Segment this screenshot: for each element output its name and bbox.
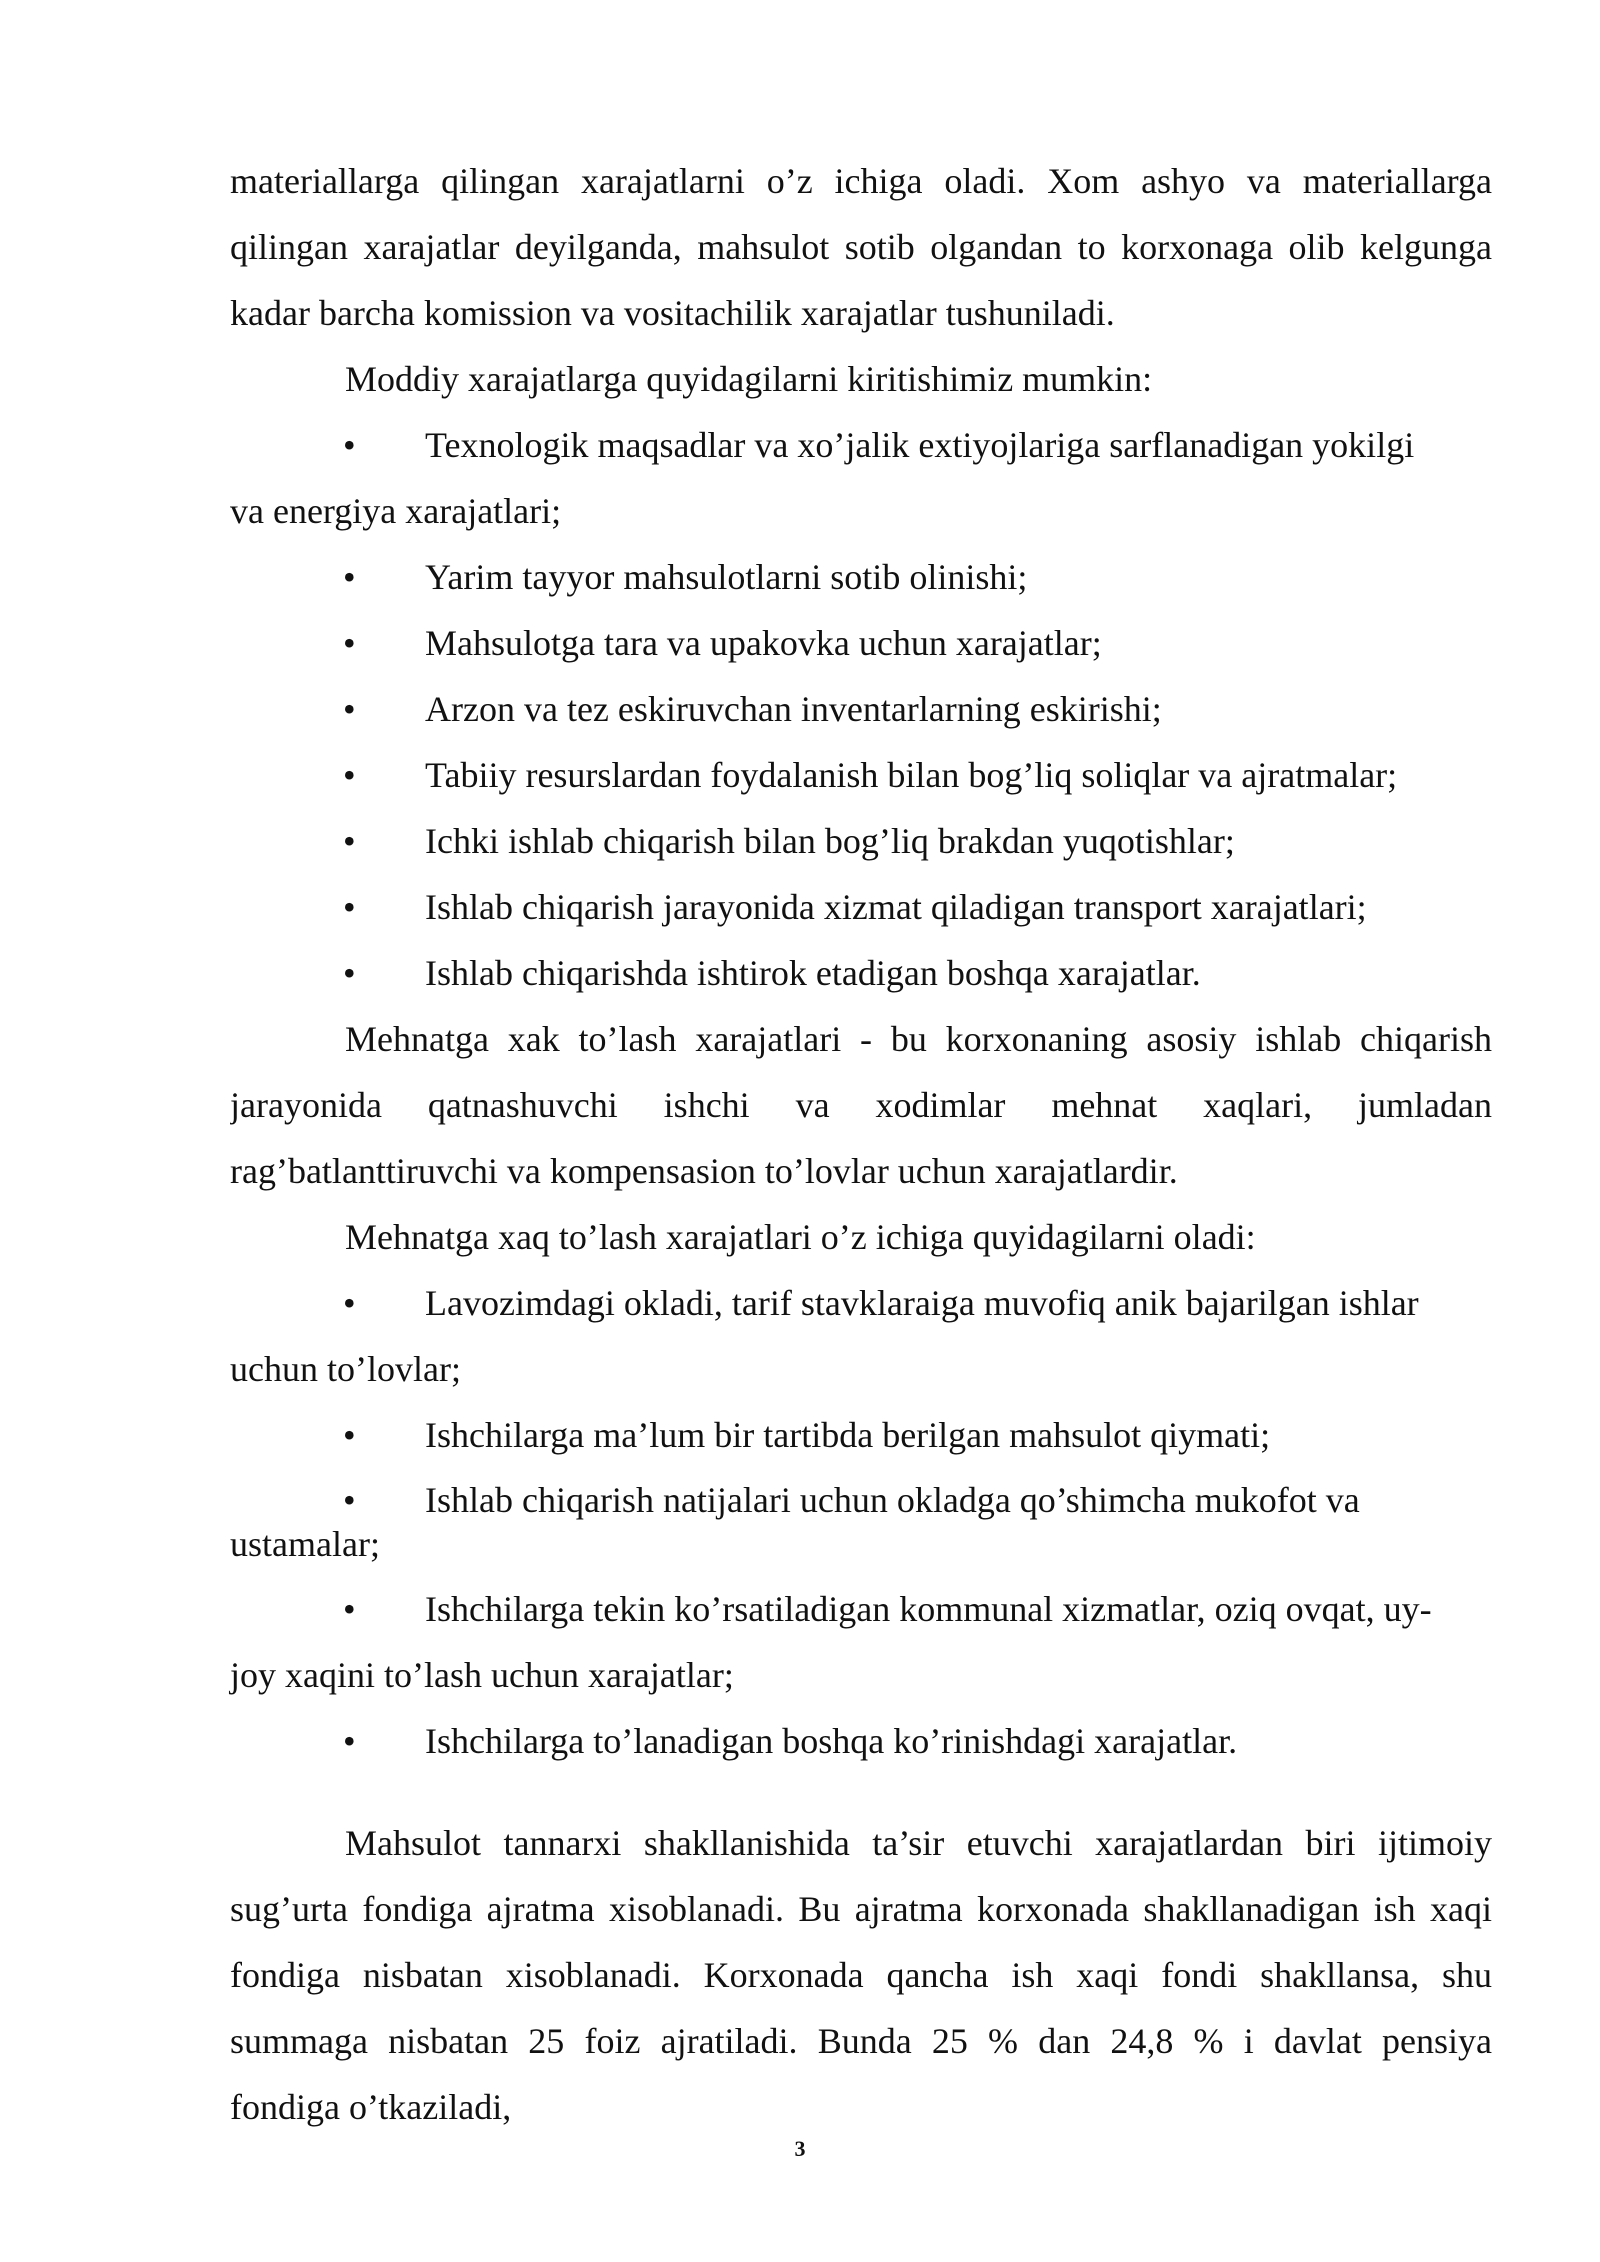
list-item-text: Ishlab chiqarishda ishtirok etadigan boshqa xarajatlar. [425,953,1201,993]
list-item [230,1478,1492,1522]
bullet-icon: • [343,623,356,663]
text-line: summaga nisbatan 25 foiz ajratiladi. Bunda 25 % dan 24,8 % i davlat pensiya [230,2021,1492,2061]
list-item [230,412,1492,478]
list-item-text: Ishchilarga ma’lum bir tartibda berilgan mahsulot qiymati; [425,1415,1271,1455]
list-1-intro: Moddiy xarajatlarga quyidagilarni kiritishimiz mumkin: [345,359,1153,399]
list-item [230,544,1492,610]
list-item-text: Ishlab chiqarish jarayonida xizmat qiladigan transport xarajatlari; [425,887,1367,927]
text-line: jarayonida qatnashuvchi ishchi va xodimlar mehnat xaqlari, jumladan [230,1085,1492,1125]
list-item [230,1402,1492,1468]
text-line: qilingan xarajatlar deyilganda, mahsulot sotib olgandan to korxonaga olib kelgunga [230,227,1492,267]
bullet-icon: • [343,821,356,861]
text-line: fondiga nisbatan xisoblanadi. Korxonada qancha ish xaqi fondi shakllansa, shu [230,1955,1492,1995]
text-line: sug’urta fondiga ajratma xisoblanadi. Bu ajratma korxonada shakllanadigan ish xaqi [230,1889,1492,1929]
list-item [230,1576,1492,1642]
paragraph-3 [230,1006,1492,1204]
paragraph-5 [230,1810,1492,2140]
list-2 [230,1270,1492,1774]
paragraph-1 [230,148,1492,346]
text-line: rag’batlanttiruvchi va kompensasion to’lovlar uchun xarajatlardir. [230,1151,1178,1191]
bullet-icon: • [343,887,356,927]
bullet-icon: • [343,1589,356,1629]
list-item-text: Mahsulotga tara va upakovka uchun xarajatlar; [425,623,1102,663]
text-line: materiallarga qilingan xarajatlarni o’z ichiga oladi. Xom ashyo va materiallarga [230,161,1492,201]
list-item [230,1708,1492,1774]
list-item [230,1270,1492,1336]
list-item-continuation: joy xaqini to’lash uchun xarajatlar; [230,1655,734,1695]
list-2-intro: Mehnatga xaq to’lash xarajatlari o’z ichiga quyidagilarni oladi: [345,1217,1256,1257]
bullet-icon: • [343,755,356,795]
bullet-icon: • [343,689,356,729]
bullet-icon: • [343,1480,356,1520]
list-item-continuation: ustamalar; [230,1524,380,1564]
document-page [230,148,1492,2140]
list-item-text: Yarim tayyor mahsulotlarni sotib olinishi; [425,557,1028,597]
list-item-continuation: va energiya xarajatlari; [230,491,562,531]
bullet-icon: • [343,425,356,465]
list-item [230,940,1492,1006]
bullet-icon: • [343,953,356,993]
text-line: Mehnatga xak to’lash xarajatlari - bu korxonaning asosiy ishlab chiqarish [345,1019,1492,1059]
text-line: fondiga o’tkaziladi, [230,2087,512,2127]
list-item-text: Ishlab chiqarish natijalari uchun okladga qo’shimcha mukofot va [425,1480,1360,1520]
list-item-text: Ishchilarga to’lanadigan boshqa ko’rinishdagi xarajatlar. [425,1721,1238,1761]
paragraph-gap [230,1774,1492,1810]
text-line: kadar barcha komission va vositachilik xarajatlar tushuniladi. [230,293,1115,333]
list-item-continuation: uchun to’lovlar; [230,1349,461,1389]
bullet-icon: • [343,1283,356,1323]
list-item-text: Arzon va tez eskiruvchan inventarlarning eskirishi; [425,689,1162,729]
list-item [230,808,1492,874]
list-item-text: Texnologik maqsadlar va xo’jalik extiyojlariga sarflanadigan yokilgi [425,425,1415,465]
list-item-text: Tabiiy resurslardan foydalanish bilan bog’liq soliqlar va ajratmalar; [425,755,1398,795]
bullet-icon: • [343,1415,356,1455]
list-item [230,742,1492,808]
list-item-text: Ishchilarga tekin ko’rsatiladigan kommunal xizmatlar, oziq ovqat, uy- [425,1589,1432,1629]
list-item [230,610,1492,676]
list-item [230,874,1492,940]
list-item-text: Ichki ishlab chiqarish bilan bog’liq brakdan yuqotishlar; [425,821,1235,861]
list-item [230,676,1492,742]
list-item-text: Lavozimdagi okladi, tarif stavklaraiga muvofiq anik bajarilgan ishlar [425,1283,1419,1323]
text-line: Mahsulot tannarxi shakllanishida ta’sir etuvchi xarajatlardan biri ijtimoiy [345,1823,1492,1863]
page-number: 3 [794,2136,806,2161]
list-1 [230,412,1492,1006]
bullet-icon: • [343,557,356,597]
bullet-icon: • [343,1721,356,1761]
